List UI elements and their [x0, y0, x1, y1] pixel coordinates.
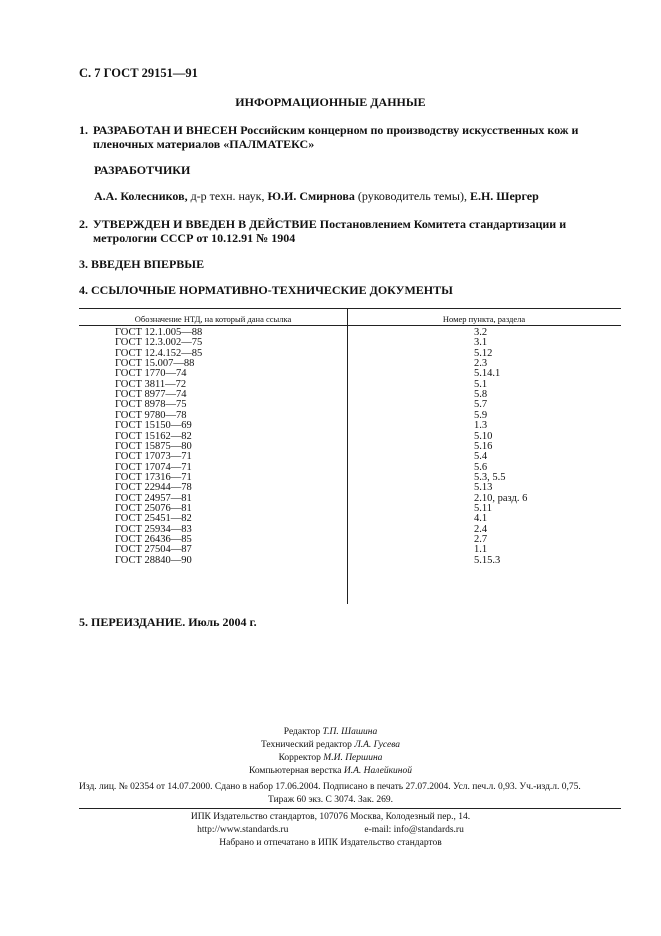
clause-number: 5.8: [474, 389, 488, 401]
developer-2-role: (руководитель темы),: [354, 189, 470, 203]
clause-number: 2.3: [474, 358, 488, 370]
clause-number: 3.2: [474, 327, 488, 338]
clause-number: 5.4: [474, 451, 488, 463]
clause-number: 5.11: [474, 502, 492, 514]
table-row: [79, 514, 621, 524]
doc-designation: ГОСТ 12.1.005—88: [115, 327, 203, 338]
doc-designation: ГОСТ 15.007—88: [115, 358, 195, 370]
editor-name: Т.П. Шашина: [322, 727, 378, 737]
doc-designation: ГОСТ 17074—71: [115, 461, 192, 473]
publisher-address: ИПК Издательство стандартов, 107076 Москва, Колодезный пер., 14.: [190, 812, 471, 822]
table-row: [79, 545, 621, 555]
clause-number: 2.7: [474, 534, 488, 545]
section-2-number: 2.: [79, 217, 88, 231]
doc-designation: ГОСТ 15875—80: [115, 440, 192, 452]
developer-3-name: Е.Н. Шергер: [469, 189, 539, 203]
doc-designation: ГОСТ 28840—90: [115, 554, 192, 566]
clause-number: 5.15.3: [474, 554, 501, 566]
section-1-number: 1.: [79, 123, 88, 137]
section-1-text: Российским концерном по производству искусственных кож и пленочных материалов «ПАЛМАТЕКС»: [93, 123, 579, 151]
table-header-designation: Обозначение НТД, на который дана ссылка: [134, 314, 292, 324]
doc-designation: ГОСТ 25076—81: [115, 502, 192, 514]
clause-number: 1.3: [474, 420, 488, 432]
clause-number: 5.16: [474, 440, 493, 452]
doc-designation: ГОСТ 25934—83: [115, 523, 192, 535]
clause-number: 5.1: [474, 378, 488, 390]
section-2-lead: УТВЕРЖДЕН И ВВЕДЕН В ДЕЙСТВИЕ: [93, 217, 317, 231]
developer-1-name: А.А. Колесников,: [94, 189, 188, 203]
clause-number: 5.14.1: [474, 368, 501, 380]
clause-number: 5.9: [474, 409, 488, 421]
doc-designation: ГОСТ 25451—82: [115, 513, 192, 525]
doc-designation: ГОСТ 26436—85: [115, 534, 192, 545]
table-header-clause: Номер пункта, раздела: [442, 314, 526, 324]
clause-number: 5.3, 5.5: [474, 471, 506, 483]
doc-designation: ГОСТ 8978—75: [115, 399, 187, 411]
doc-designation: ГОСТ 22944—78: [115, 482, 192, 494]
developers-heading: РАЗРАБОТЧИКИ: [94, 163, 191, 177]
doc-designation: ГОСТ 15150—69: [115, 420, 192, 432]
table-row: [79, 338, 621, 348]
clause-number: 3.1: [474, 337, 488, 349]
clause-number: 5.13: [474, 482, 493, 494]
table-row: [79, 421, 621, 431]
imprint-divider: [79, 808, 621, 809]
table-row: [79, 483, 621, 493]
section-2: [79, 217, 619, 245]
clause-number: 2.4: [474, 523, 488, 535]
table-top-rule: [79, 308, 621, 309]
editor-line: [0, 726, 661, 739]
doc-designation: ГОСТ 12.3.002—75: [115, 337, 203, 349]
tech-editor-name: Л.А. Гусева: [354, 740, 401, 750]
developers-list: [94, 189, 539, 203]
tech-editor-line: [0, 739, 661, 752]
section-5: 5. ПЕРЕИЗДАНИЕ. Июль 2004 г.: [79, 615, 257, 629]
clause-number: 5.10: [474, 430, 493, 442]
doc-designation: ГОСТ 15162—82: [115, 430, 192, 442]
publishing-info: Изд. лиц. № 02354 от 14.07.2000. Сдано в набор 17.06.2004. Подписано в печать 27.07.2004. Усл. печ.л. 0,93. Уч.-изд.л. 0,75.: [79, 782, 581, 792]
clause-number: 1.1: [474, 544, 488, 556]
corrector-line: [0, 752, 661, 765]
section-1: [79, 123, 619, 151]
section-3: 3. ВВЕДЕН ВПЕРВЫЕ: [79, 257, 205, 271]
print-run-info: Тираж 60 экз. С 3074. Зак. 269.: [268, 795, 393, 805]
tech-editor-role: Технический редактор: [260, 740, 355, 750]
page-title: ИНФОРМАЦИОННЫЕ ДАННЫЕ: [235, 95, 426, 109]
doc-designation: ГОСТ 24957—81: [115, 492, 192, 504]
clause-number: 5.6: [474, 461, 488, 473]
table-header-rule: [79, 325, 621, 326]
doc-designation: ГОСТ 27504—87: [115, 544, 192, 556]
clause-number: 4.1: [474, 513, 488, 525]
clause-number: 5.7: [474, 399, 488, 411]
doc-designation: ГОСТ 3811—72: [115, 378, 187, 390]
table-row: [79, 452, 621, 462]
layout-role: Компьютерная верстка: [249, 766, 344, 776]
doc-designation: ГОСТ 1770—74: [115, 368, 187, 380]
doc-designation: ГОСТ 12.4.152—85: [115, 347, 203, 359]
page-header: С. 7 ГОСТ 29151—91: [79, 66, 198, 80]
doc-designation: ГОСТ 17316—71: [115, 471, 192, 483]
clause-number: 5.12: [474, 347, 493, 359]
doc-designation: ГОСТ 8977—74: [115, 389, 187, 401]
layout-name: И.А. Налейкиной: [343, 766, 412, 776]
section-4: 4. ССЫЛОЧНЫЕ НОРМАТИВНО-ТЕХНИЧЕСКИЕ ДОКУМЕНТЫ: [79, 283, 453, 297]
developer-2-name: Ю.И. Смирнова: [267, 189, 355, 203]
corrector-role: Корректор: [278, 753, 324, 763]
table-row: [79, 556, 621, 566]
doc-designation: ГОСТ 17073—71: [115, 451, 192, 463]
printed-by: Набрано и отпечатано в ИПК Издательство стандартов: [219, 838, 442, 848]
corrector-name: М.И. Першина: [323, 753, 383, 763]
layout-line: [0, 765, 661, 778]
doc-designation: ГОСТ 9780—78: [115, 409, 187, 421]
editor-role: Редактор: [283, 727, 323, 737]
section-1-lead: РАЗРАБОТАН И ВНЕСЕН: [93, 123, 238, 137]
section-2-text: Постановлением Комитета стандартизации и метрологии СССР от 10.12.91 № 1904: [93, 217, 567, 245]
clause-number: 2.10, разд. 6: [474, 492, 528, 504]
publisher-web-email: http://www.standards.ru e-mail: info@standards.ru: [197, 825, 464, 835]
developer-1-title: д-р техн. наук,: [187, 189, 268, 203]
